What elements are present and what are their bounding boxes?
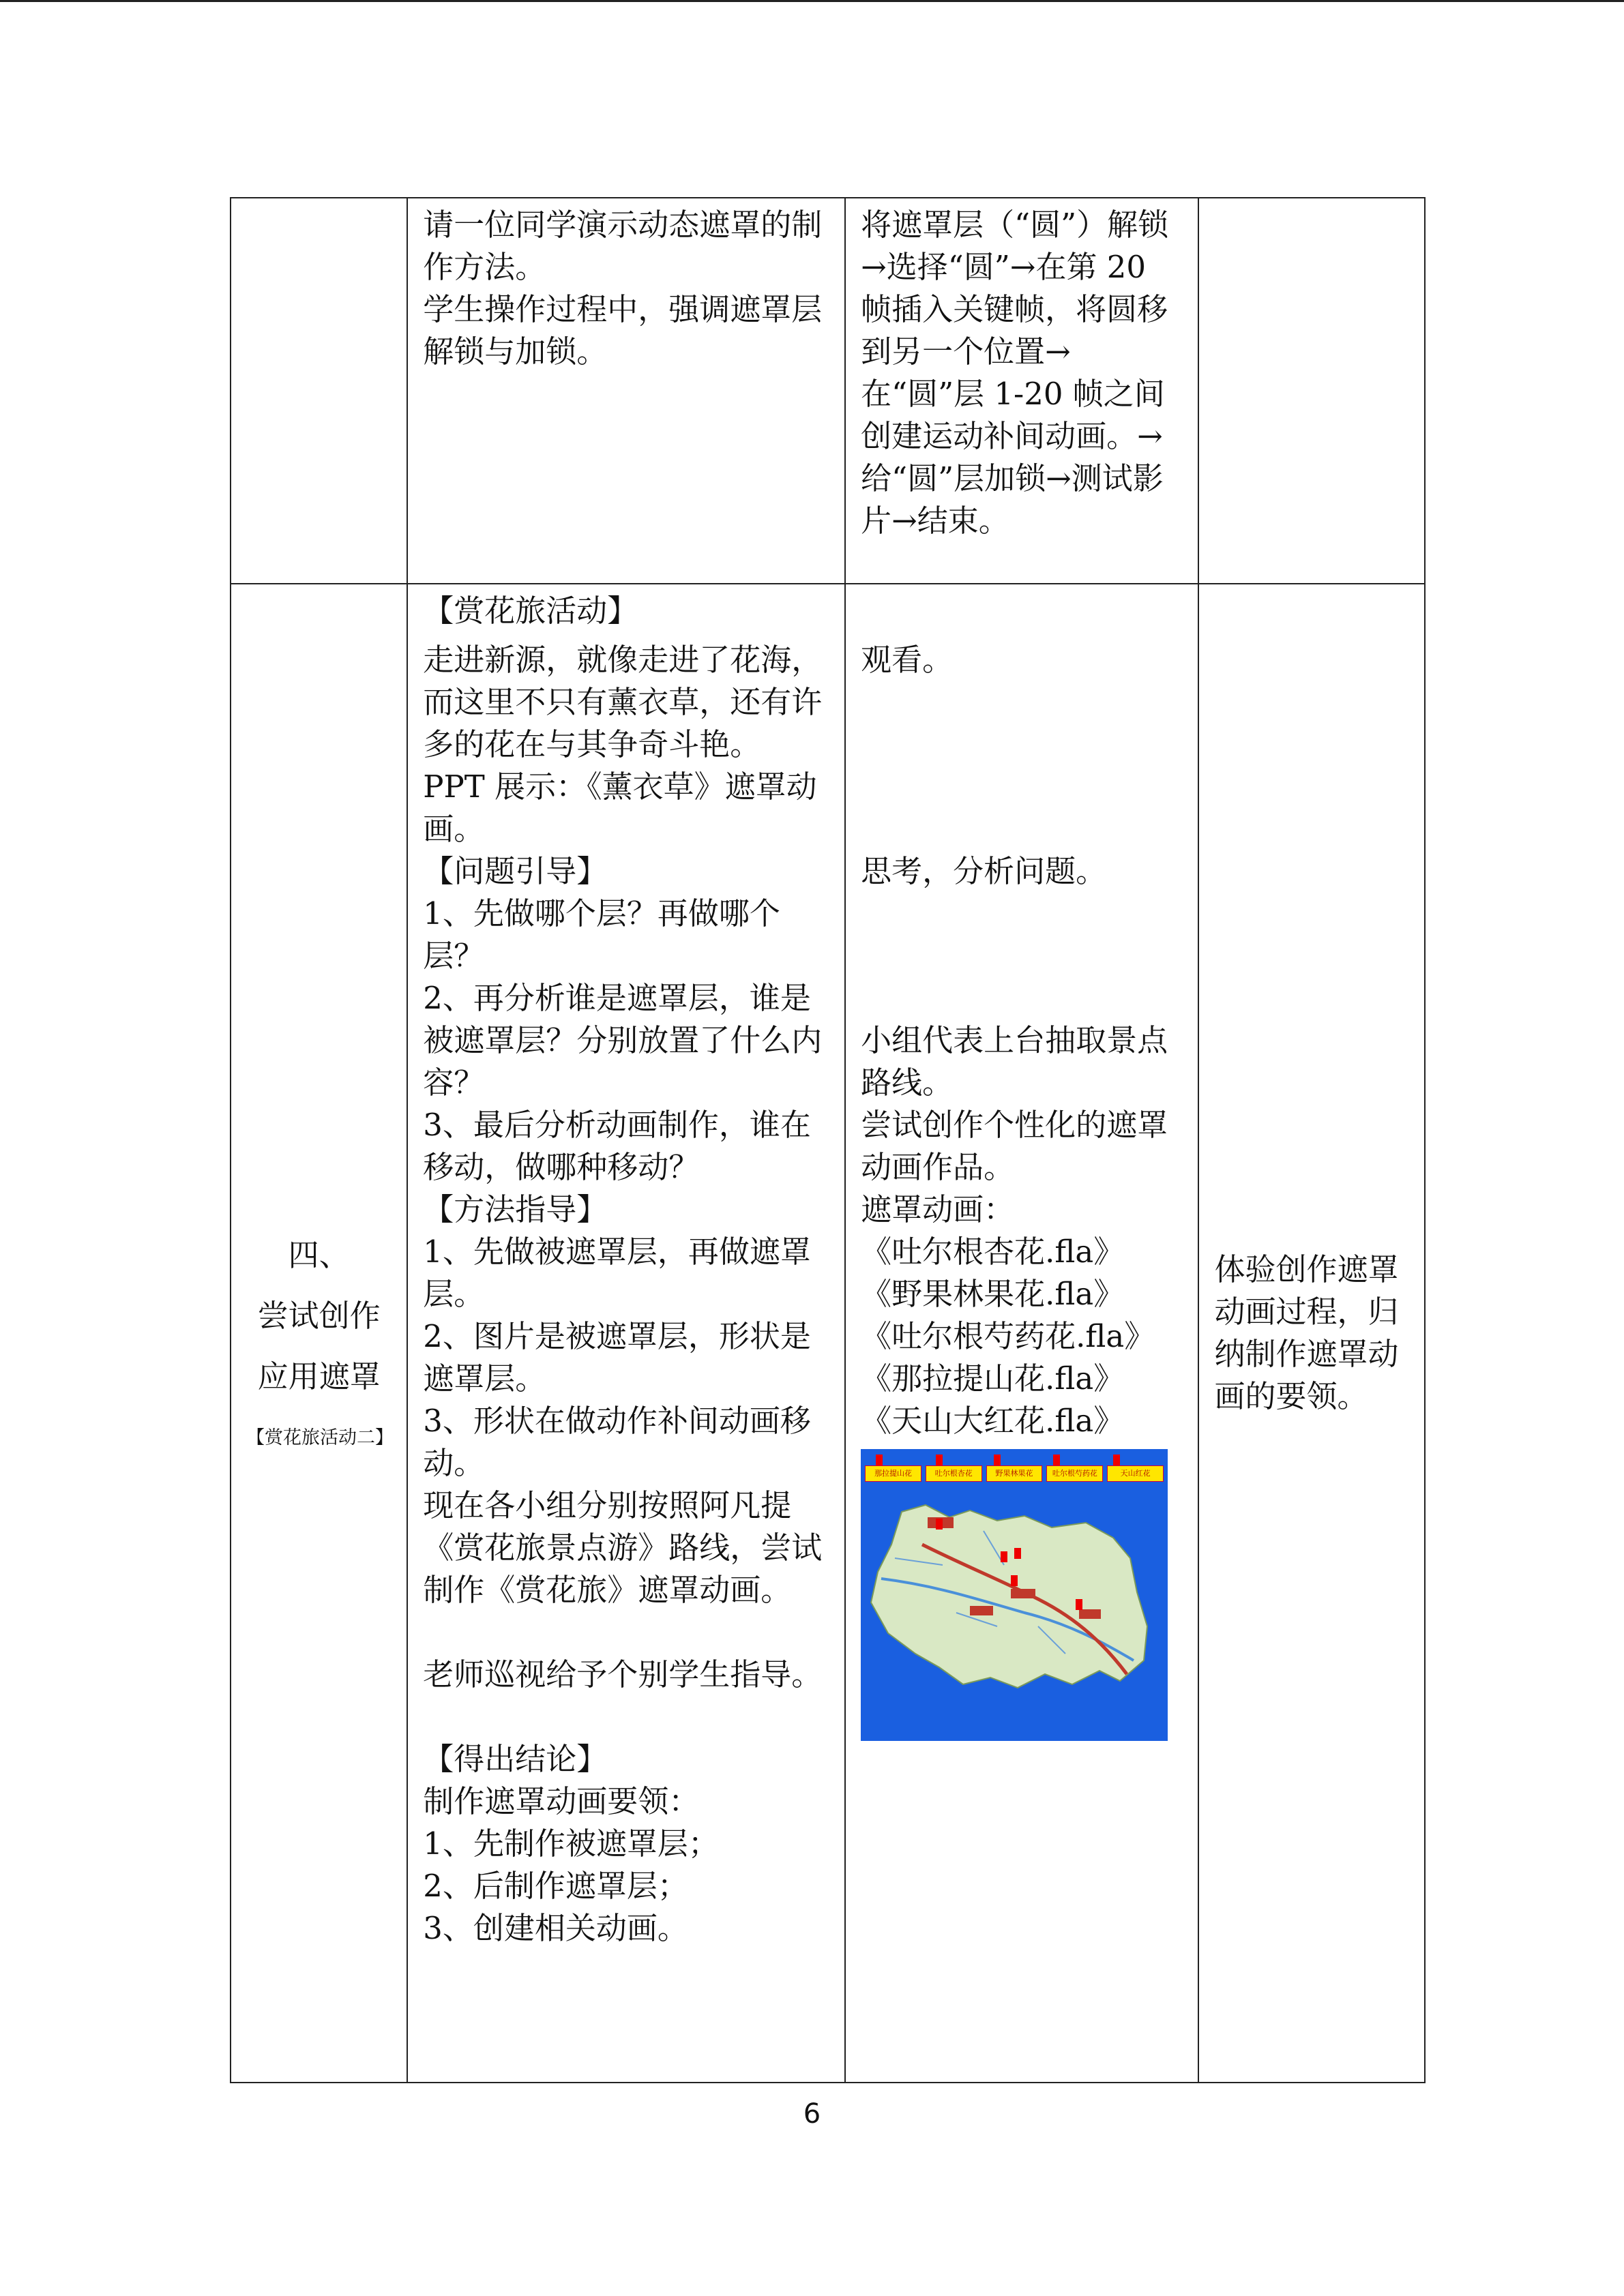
- county-map-shape: [861, 1449, 1168, 1741]
- teacher-text: 现在各小组分别按照阿凡提《赏花旅景点游》路线，尝试制作《赏花旅》遮罩动画。: [423, 1487, 823, 1608]
- teacher-text: 2、后制作遮罩层；: [423, 1868, 688, 1904]
- teacher-text: 请一位同学演示动态遮罩的制作方法。: [423, 207, 823, 285]
- stage-title-line1: 尝试创作: [257, 1297, 381, 1334]
- flag-icon: [1076, 1599, 1082, 1610]
- intent-cell: [1198, 584, 1425, 2083]
- map-tab: 野果林果花: [986, 1465, 1043, 1482]
- teacher-heading: 【方法指导】: [423, 1191, 608, 1227]
- teacher-heading: 【赏花旅活动】: [423, 593, 638, 629]
- teacher-text: 老师巡视给予个别学生指导。: [423, 1656, 823, 1693]
- top-border: [0, 0, 1624, 2]
- teacher-text: 2、再分析谁是遮罩层，谁是被遮罩层？分别放置了什么内容？: [423, 980, 823, 1101]
- map-tab: 吐尔根芍药花: [1046, 1465, 1103, 1482]
- spacer: [423, 1611, 829, 1654]
- table-row: [231, 584, 1425, 2083]
- teacher-text: 制作遮罩动画要领：: [423, 1783, 700, 1819]
- flag-icon: [1001, 1551, 1007, 1562]
- teacher-heading: 【得出结论】: [423, 1741, 608, 1777]
- teacher-text: 3、形状在做动作补间动画移动。: [423, 1403, 811, 1481]
- teacher-text: PPT 展示：《薰衣草》遮罩动画。: [423, 769, 817, 847]
- spacer: [423, 1696, 829, 1738]
- flag-icon: [876, 1455, 883, 1465]
- flag-icon: [994, 1455, 1001, 1465]
- route-map-image: [861, 1449, 1168, 1741]
- file-name: 《天山大红花.fla》: [861, 1403, 1125, 1439]
- map-tab: 天山红花: [1107, 1465, 1164, 1482]
- lesson-plan-table: [230, 197, 1426, 2083]
- teacher-heading: 【问题引导】: [423, 853, 608, 889]
- teacher-activity-cell: [407, 198, 845, 584]
- stage-activity: 【赏花旅活动二】: [246, 1427, 394, 1448]
- flag-icon: [1053, 1455, 1060, 1465]
- teacher-text: 3、创建相关动画。: [423, 1910, 688, 1946]
- teacher-text: 1、先做哪个层？再做哪个层？: [423, 895, 780, 974]
- student-group: 小组代表上台抽取景点路线。: [861, 1022, 1168, 1101]
- student-try: 尝试创作个性化的遮罩动画作品。: [861, 1107, 1168, 1185]
- teacher-text: 2、图片是被遮罩层，形状是遮罩层。: [423, 1318, 811, 1397]
- teacher-activity-cell: [407, 584, 845, 2083]
- stage-cell: [231, 584, 407, 2083]
- flag-icon: [1014, 1548, 1021, 1559]
- map-tab: 吐尔根杏花: [926, 1465, 982, 1482]
- file-name: 《吐尔根杏花.fla》: [861, 1234, 1125, 1270]
- stage-title-line2: 应用遮罩: [257, 1358, 381, 1395]
- student-think: 思考，分析问题。: [861, 853, 1107, 889]
- teacher-text: 3、最后分析动画制作，谁在移动，做哪种移动？: [423, 1107, 811, 1185]
- file-name: 《野果林果花.fla》: [861, 1276, 1125, 1312]
- flag-icon: [1011, 1575, 1018, 1586]
- file-name: 《那拉提山花.fla》: [861, 1360, 1125, 1397]
- stage-cell-empty: [231, 198, 407, 584]
- intent-cell-empty: [1198, 198, 1425, 584]
- teacher-text: 1、先做被遮罩层，再做遮罩层。: [423, 1234, 811, 1312]
- table-row: [231, 198, 1425, 584]
- student-watch: 观看。: [861, 642, 954, 678]
- teacher-text: 学生操作过程中，强调遮罩层解锁与加锁。: [423, 291, 823, 370]
- student-activity-cell: [845, 198, 1198, 584]
- flag-icon: [936, 1455, 943, 1465]
- teacher-text: 1、先制作被遮罩层；: [423, 1825, 719, 1862]
- flag-icon: [1113, 1455, 1120, 1465]
- flag-icon: [936, 1519, 943, 1530]
- student-text: 将遮罩层（“圆”）解锁→选择“圆”→在第 20 帧插入关键帧，将圆移到另一个位置→在“圆”层 1-20 帧之间创建运动补间动画。→给“圆”层加锁→测试影片→结束。: [861, 207, 1169, 539]
- student-list-title: 遮罩动画：: [861, 1191, 1015, 1227]
- map-tab: 那拉提山花: [865, 1465, 921, 1482]
- intent-text: 体验创作遮罩动画过程，归纳制作遮罩动画的要领。: [1214, 1251, 1399, 1414]
- student-activity-cell: [845, 584, 1198, 2083]
- file-name: 《吐尔根芍药花.fla》: [861, 1318, 1155, 1354]
- page-number: 6: [803, 2098, 821, 2130]
- stage-number: 四、: [288, 1236, 350, 1273]
- teacher-text: 走进新源，就像走进了花海，而这里不只有薰衣草，还有许多的花在与其争奇斗艳。: [423, 642, 823, 762]
